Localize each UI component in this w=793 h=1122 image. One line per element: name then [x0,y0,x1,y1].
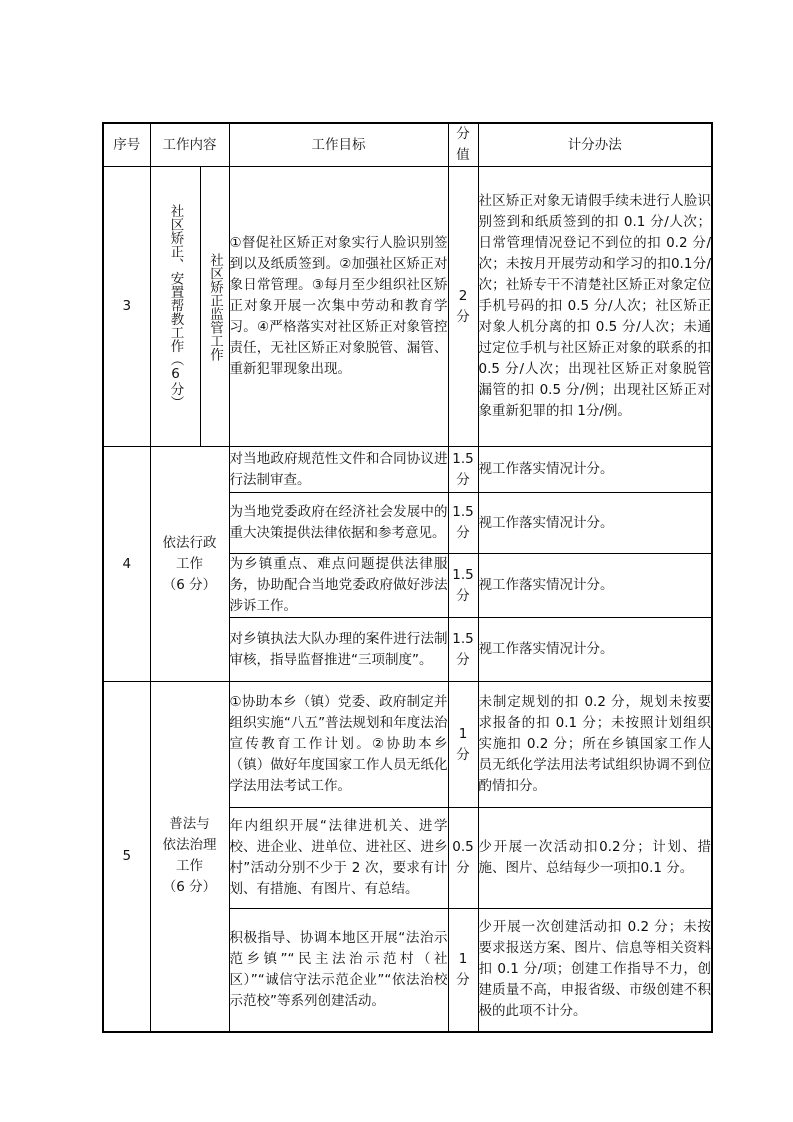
row4-goal-4: 对乡镇执法大队办理的案件进行法制审核，指导监督推进“三项制度”。 [229,618,448,682]
row4-score-4: 1.5 分 [448,618,478,682]
row5-score-1: 1 分 [448,682,478,808]
row5-seq: 5 [103,682,150,1032]
header-row [103,123,712,167]
row3-score: 2 分 [448,167,478,447]
row4-score-2: 1.5 分 [448,493,478,554]
row5-goal-3: 积极指导、协调本地区开展“法治示范乡镇”“民主法治示范村（社区）”“诚信守法示范企业”“依法治校示范校”等系列创建活动。 [229,909,448,1032]
row4-goal-2: 为当地党委政府在经济社会发展中的重大决策提供法律依据和参考意见。 [229,493,448,554]
row4-category: 依法行政 工作 （6 分） [150,447,229,682]
scoring-table [102,122,713,1033]
row3-method: 社区矫正对象无请假手续未进行人脸识别签到和纸质签到的扣 0.1 分/人次；日常管理情况登记不到位的扣 0.2 分/次；未按月开展劳动和学习的扣0.1分/次；社矫专干不清楚社区矫正对象定位手机号码的扣 0.5 分/人次；社区矫正对象人机分离的扣 0.5 分/人次；未通过定位手机与社区矫正对象的联系的扣0.5 分/人次；出现社区矫正对象脱管漏管的扣 0.5 分/例；出现社区矫正对象重新犯罪的扣 1分/例。 [478,167,712,447]
row3-category-cell [150,167,200,447]
row5-score-3: 1 分 [448,909,478,1032]
row4-method-4: 视工作落实情况计分。 [478,618,712,682]
row3-category: 社区矫正、安置帮教工作（6分） [167,204,184,409]
row5-goal-1: ①协助本乡（镇）党委、政府制定并组织实施“八五”普法规划和年度法治宣传教育工作计划。②协助本乡（镇）做好年度国家工作人员无纸化学法用法考试工作。 [229,682,448,808]
row4-method-1: 视工作落实情况计分。 [478,447,712,493]
header-content: 工作内容 [150,123,229,167]
row5-category: 普法与 依法治理 工作 （6 分） [150,682,229,1032]
row5-goal-2: 年内组织开展“法律进机关、进学校、进企业、进单位、进社区、进乡村”活动分别不少于 2 次，要求有计划、有措施、有图片、有总结。 [229,808,448,909]
row3-goal: ①督促社区矫正对象实行人脸识别签到以及纸质签到。②加强社区矫正对象日常管理。③每月至少组织社区矫正对象开展一次集中劳动和教育学习。④严格落实对社区矫正对象管控责任，无社区矫正对象脱管、漏管、重新犯罪现象出现。 [229,167,448,447]
row5-method-1: 未制定规划的扣 0.2 分，规划未按要求报备的扣 0.1 分；未按照计划组织实施扣 0.2 分；所在乡镇国家工作人员无纸化学法用法考试组织协调不到位酌情扣分。 [478,682,712,808]
row4-method-3: 视工作落实情况计分。 [478,554,712,618]
header-method: 计分办法 [478,123,712,167]
row5-method-3: 少开展一次创建活动扣 0.2 分；未按要求报送方案、图片、信息等相关资料扣 0.1 分/项；创建工作指导不力，创建质量不高，申报省级、市级创建不积极的此项不计分。 [478,909,712,1032]
table-row [103,447,712,493]
table-row [103,167,712,447]
header-seq: 序号 [103,123,150,167]
row4-goal-3: 为乡镇重点、难点问题提供法律服务，协助配合当地党委政府做好涉法涉诉工作。 [229,554,448,618]
row3-sub-cell [200,167,229,447]
header-score: 分 值 [448,123,478,167]
row3-sub: 社区矫正监管工作 [207,252,223,361]
row5-method-2: 少开展一次活动扣0.2分；计划、措施、图片、总结每少一项扣0.1 分。 [478,808,712,909]
header-goal: 工作目标 [229,123,448,167]
row4-seq: 4 [103,447,150,682]
table-row [103,682,712,808]
row5-score-2: 0.5 分 [448,808,478,909]
row4-method-2: 视工作落实情况计分。 [478,493,712,554]
row4-score-1: 1.5 分 [448,447,478,493]
row3-seq: 3 [103,167,150,447]
row4-goal-1: 对当地政府规范性文件和合同协议进行法制审查。 [229,447,448,493]
row4-score-3: 1.5 分 [448,554,478,618]
